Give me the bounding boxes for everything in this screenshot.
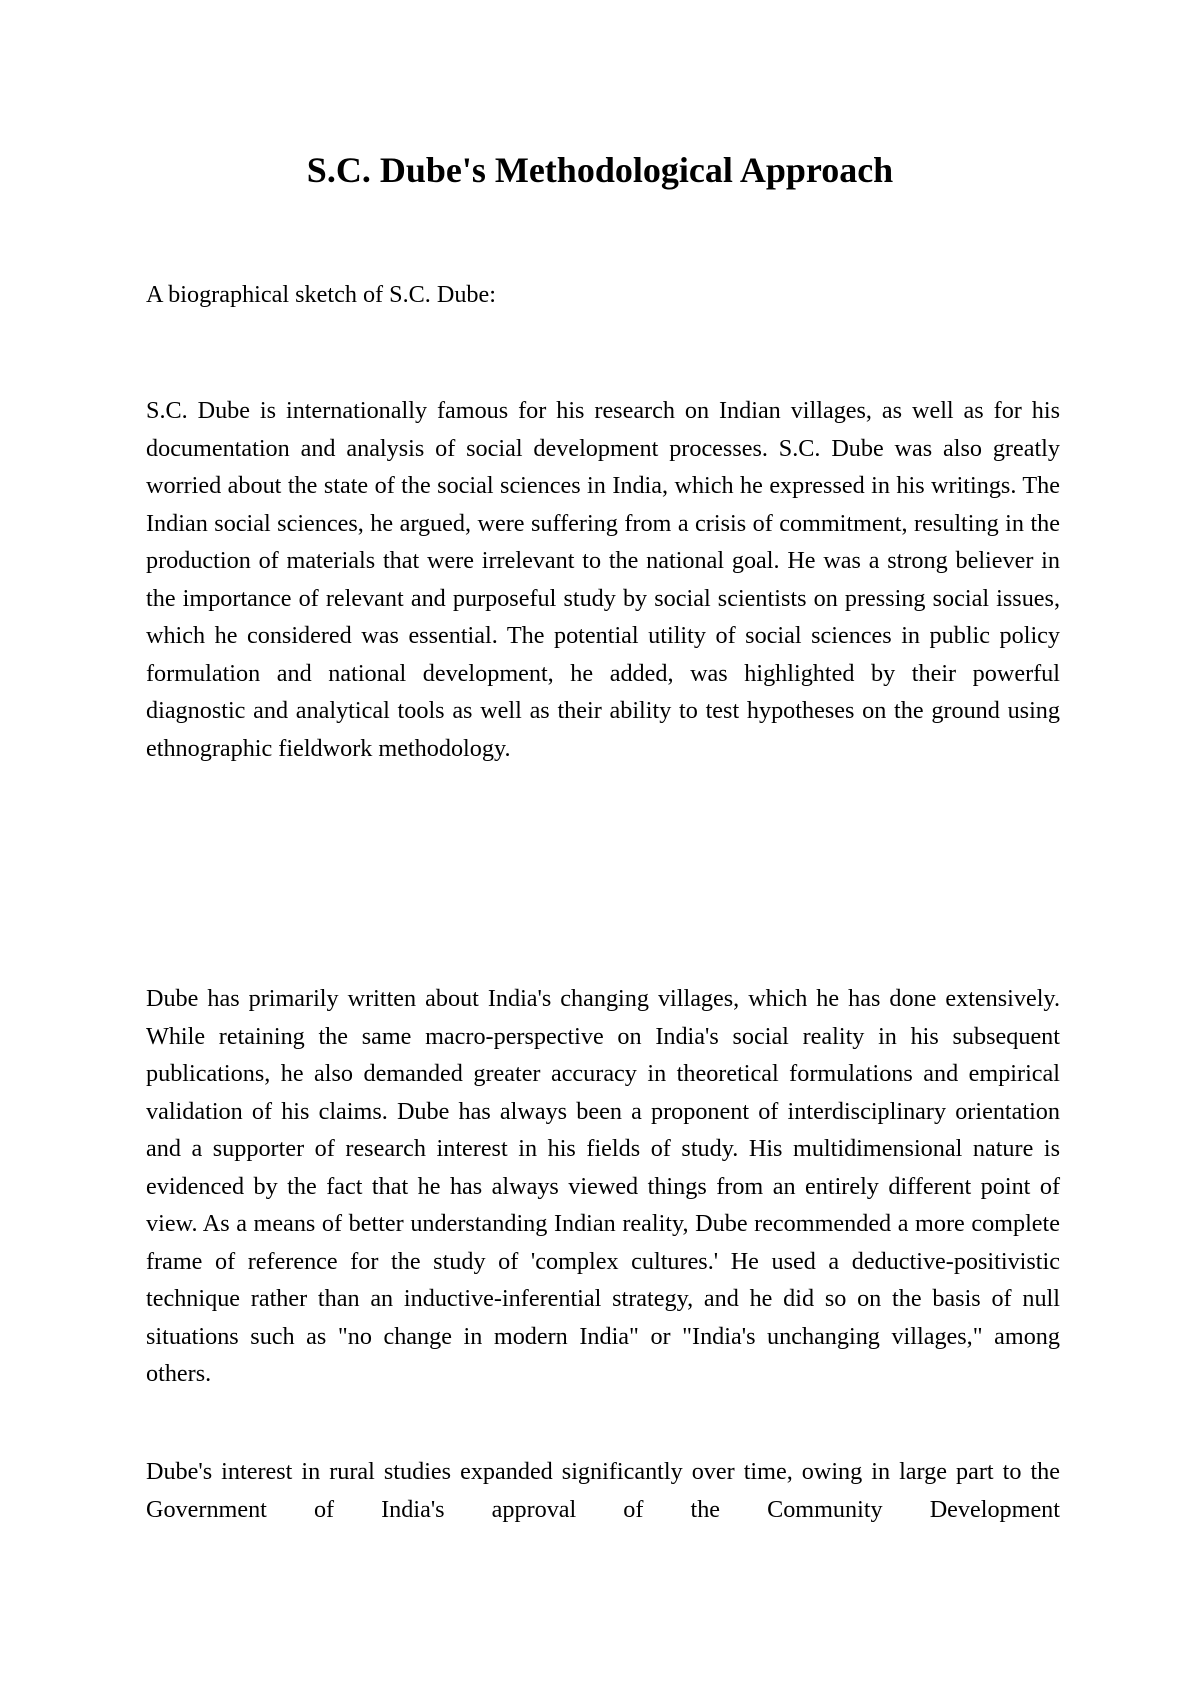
page-title: S.C. Dube's Methodological Approach xyxy=(306,150,894,190)
paragraph-1: S.C. Dube is internationally famous for his research on Indian villages, as well as for his documentation and analysis of social development processes. S.C. Dube was also greatly worried about the state of the social sciences in India, which he expressed in his writings. The Indian social sciences, he argued, were suffering from a crisis of commitment, resulting in the production of materials that were irrelevant to the national goal. He was a strong believer in the importance of relevant and purposeful study by social scientists on pressing social issues, which he considered was essential. The potential utility of social sciences in public policy formulation and national development, he added, was highlighted by their powerful diagnostic and analytical tools as well as their ability to test hypotheses on the ground using ethnographic fieldwork methodology. xyxy=(146,397,1060,762)
paragraph-3: Dube's interest in rural studies expanded significantly over time, owing in large part to the Government of India's approval of the Community Development xyxy=(146,1458,1060,1523)
paragraph-2: Dube has primarily written about India's changing villages, which he has done extensively. While retaining the same macro-perspective on India's social reality in his subsequent publications, he also demanded greater accuracy in theoretical formulations and empirical validation of his claims. Dube has always been a proponent of interdisciplinary orientation and a supporter of research interest in his fields of study. His multidimensional nature is evidenced by the fact that he has always viewed things from an entirely different point of view. As a means of better understanding Indian reality, Dube recommended a more complete frame of reference for the study of 'complex cultures.' He used a deductive-positivistic technique rather than an inductive-inferential strategy, and he did so on the basis of null situations such as "no change in modern India" or "India's unchanging villages," among others. xyxy=(146,985,1060,1387)
section-subheading: A biographical sketch of S.C. Dube: xyxy=(146,281,496,308)
